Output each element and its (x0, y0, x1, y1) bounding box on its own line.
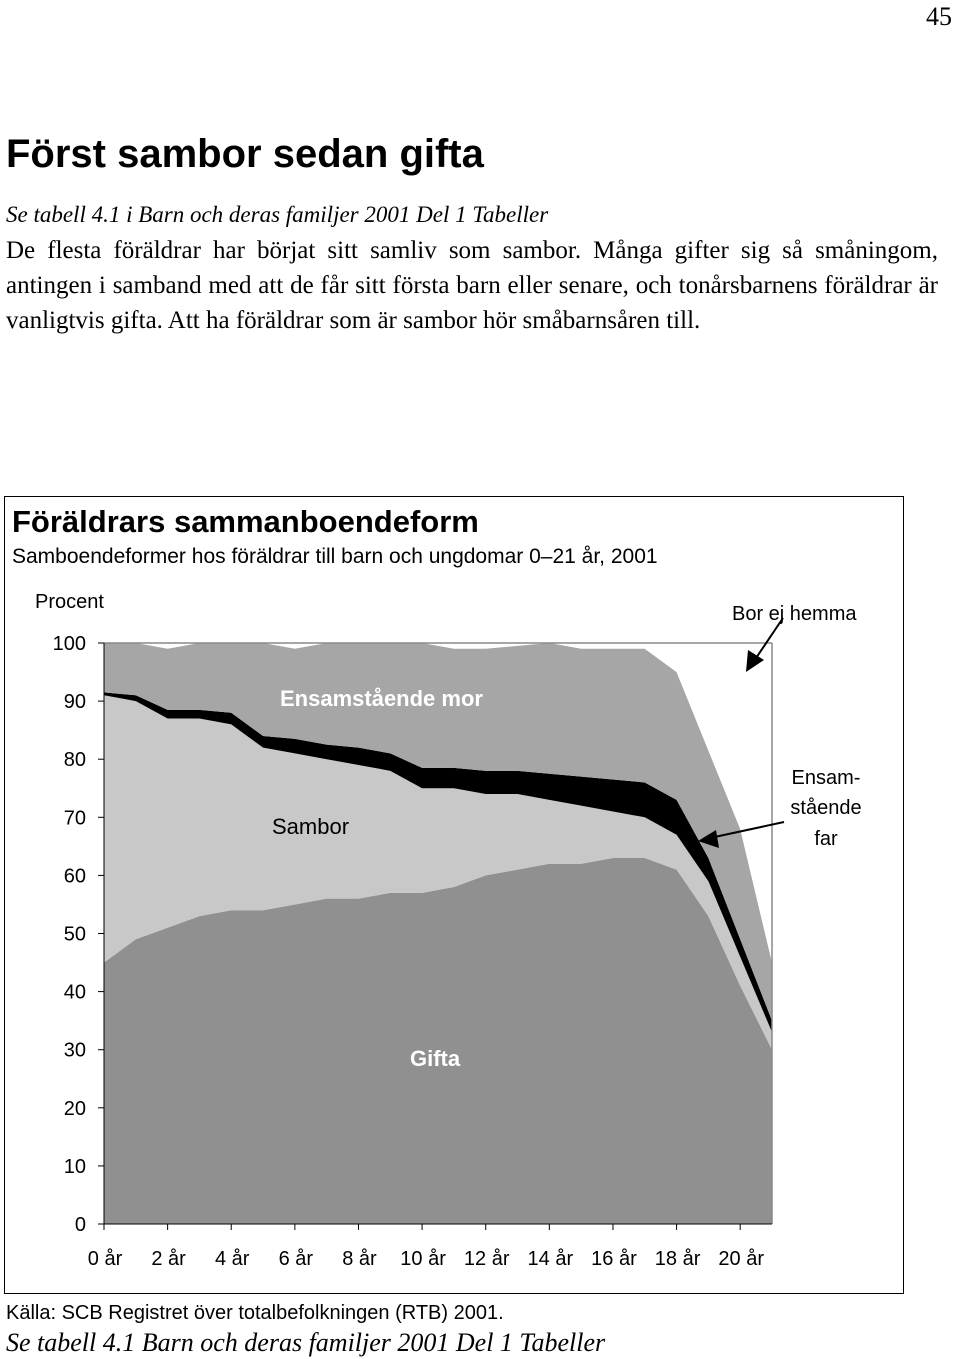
x-tick-label: 4 år (215, 1248, 250, 1270)
figure-source: Källa: SCB Registret över totalbefolkningen (RTB) 2001. (6, 1302, 504, 1324)
page-title: Först sambor sedan gifta (6, 132, 484, 176)
figure-title: Föräldrars sammanboendeform (12, 504, 479, 539)
x-tick-label: 10 år (400, 1248, 446, 1270)
y-tick-label: 0 (74, 1214, 86, 1236)
y-tick-label: 70 (63, 807, 86, 830)
y-tick-label: 80 (63, 749, 86, 772)
y-tick-label: 90 (63, 691, 86, 714)
y-tick-label: 30 (63, 1039, 86, 1062)
page-number: 45 (926, 2, 952, 31)
label-ensamstaende-far-1: Ensam- (791, 767, 861, 789)
label-ensamstaende-far-3: far (814, 828, 838, 850)
label-gifta: Gifta (410, 1046, 461, 1071)
y-tick-label: 40 (63, 981, 86, 1004)
table-reference-bottom: Se tabell 4.1 Barn och deras familjer 2001 Del 1 Tabeller (6, 1328, 606, 1357)
x-tick-label: 6 år (278, 1248, 314, 1270)
label-ensamstaende-far-2: stående (790, 797, 862, 819)
y-tick-label: 10 (63, 1155, 86, 1178)
x-tick-label: 8 år (342, 1248, 377, 1270)
label-ensamstaende-mor: Ensamstående mor (280, 686, 483, 711)
label-sambor: Sambor (272, 814, 350, 839)
x-tick-label: 2 år (151, 1248, 186, 1270)
x-tick-label: 16 år (591, 1248, 637, 1270)
chart-areas (104, 643, 772, 1224)
y-tick-label: 60 (63, 865, 86, 888)
table-reference-top: Se tabell 4.1 i Barn och deras familjer 2001 Del 1 Tabeller (6, 202, 549, 227)
x-tick-label: 12 år (463, 1248, 510, 1270)
body-paragraph: De flesta föräldrar har börjat sitt samliv som sambor. Många gifter sig så småningom, antingen i samband med att de får sitt första barn eller senare, och tonårsbarnens föräldrar är vanligtvis gifta. Att ha föräldrar som är sambor hör småbarnsåren till. (6, 237, 938, 334)
figure-subtitle: Samboendeformer hos föräldrar till barn och ungdomar 0–21 år, 2001 (12, 545, 658, 568)
y-tick-label: 100 (52, 633, 86, 655)
y-tick-label: 20 (63, 1097, 86, 1120)
label-bor-ej-hemma: Bor ej hemma (732, 603, 857, 625)
y-tick-label: 50 (63, 923, 86, 946)
x-tick-label: 14 år (527, 1248, 574, 1270)
x-tick-label: 18 år (654, 1248, 701, 1270)
y-axis-label: Procent (35, 591, 104, 613)
x-tick-label: 0 år (87, 1248, 123, 1270)
x-tick-label: 20 år (718, 1248, 764, 1270)
